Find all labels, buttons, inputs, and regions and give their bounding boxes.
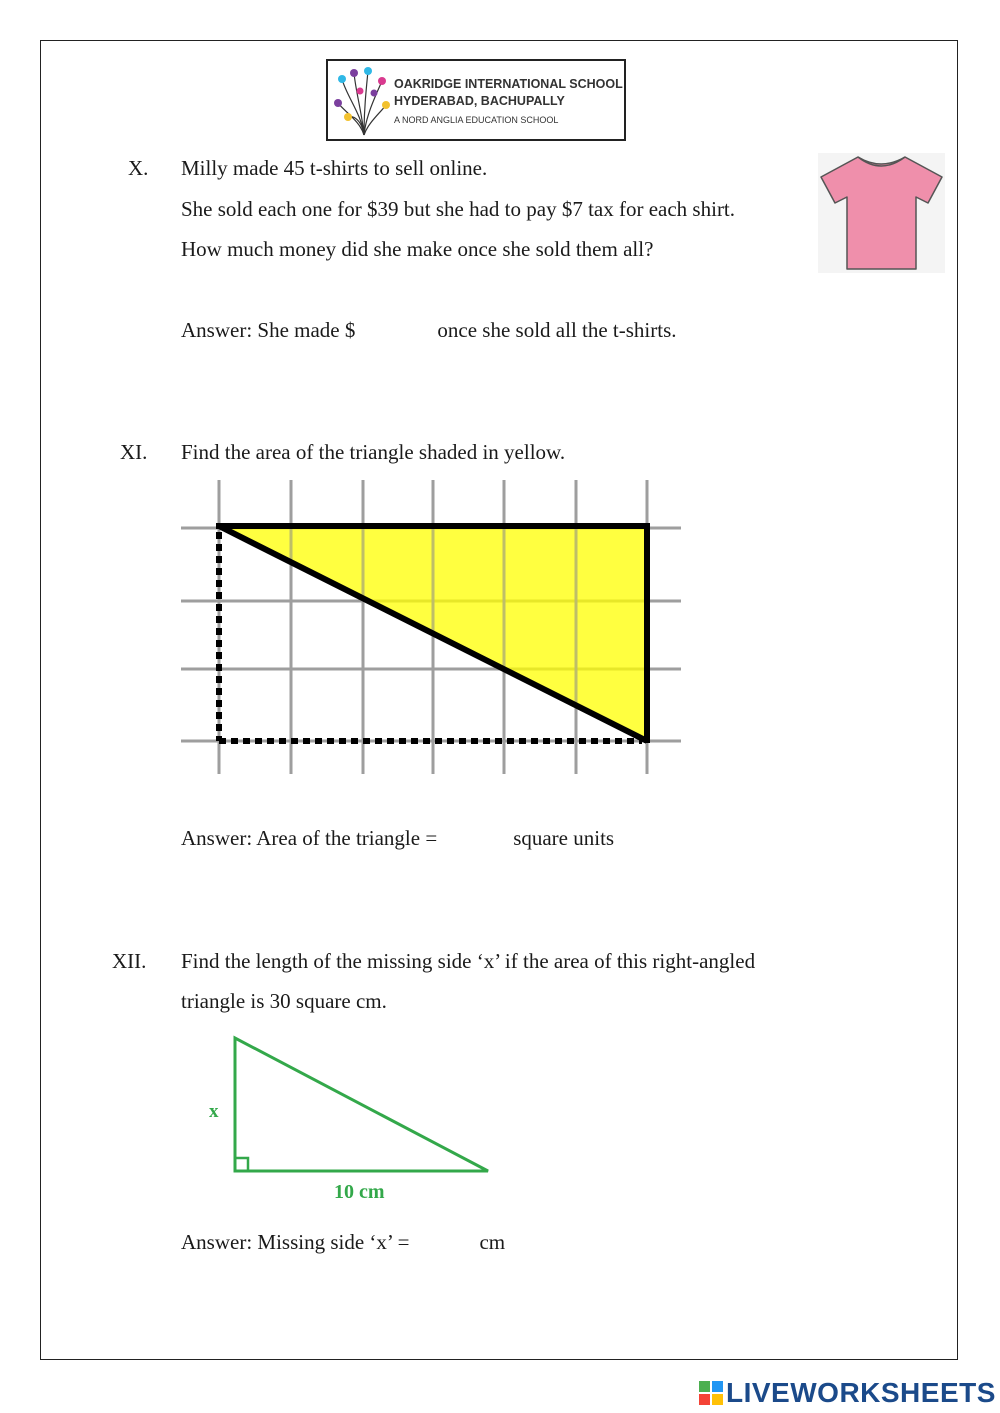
green-triangle	[235, 1038, 488, 1171]
question-12-line-1: Find the length of the missing side ‘x’ if the area of this right-angled	[181, 949, 756, 973]
answer-12-suffix: cm	[479, 1230, 506, 1254]
question-11-number: XI.	[120, 440, 148, 464]
right-triangle-diagram	[200, 1030, 510, 1210]
liveworksheets-logo-icon	[698, 1380, 724, 1406]
question-12-number: XII.	[112, 949, 147, 973]
flower-emblem-icon	[332, 65, 390, 137]
answer-12-prefix: Answer: Missing side ‘x’ =	[181, 1230, 410, 1254]
liveworksheets-brand[interactable]	[698, 1378, 996, 1408]
base-length-label: 10 cm	[334, 1181, 385, 1203]
question-11-line-1: Find the area of the triangle shaded in yellow.	[181, 440, 566, 464]
pink-tshirt-icon	[818, 153, 945, 273]
answer-11-suffix: square units	[513, 826, 615, 850]
question-10-line-1: Milly made 45 t-shirts to sell online.	[181, 156, 488, 180]
school-logo	[326, 59, 626, 141]
answer-10-suffix: once she sold all the t-shirts.	[437, 318, 677, 342]
question-10-answer	[181, 318, 677, 343]
answer-10-prefix: Answer: She made $	[181, 318, 356, 342]
question-12-line-2: triangle is 30 square cm.	[181, 989, 387, 1013]
logo-school-name: OAKRIDGE INTERNATIONAL SCHOOL	[394, 77, 623, 91]
grid-triangle-diagram	[176, 476, 686, 776]
answer-11-prefix: Answer: Area of the triangle =	[181, 826, 438, 850]
question-10-line-2: She sold each one for $39 but she had to pay $7 tax for each shirt.	[181, 197, 736, 221]
question-11-answer	[181, 826, 614, 851]
logo-location: HYDERABAD, BACHUPALLY	[394, 94, 565, 108]
liveworksheets-wordmark: LIVEWORKSHEETS	[726, 1377, 996, 1408]
right-angle-marker	[235, 1158, 248, 1171]
question-12-answer	[181, 1230, 505, 1255]
question-10-number: X.	[128, 156, 149, 180]
logo-tagline: A NORD ANGLIA EDUCATION SCHOOL	[394, 115, 559, 125]
side-x-label: x	[209, 1101, 219, 1122]
question-10-line-3: How much money did she make once she sold them all?	[181, 237, 654, 261]
